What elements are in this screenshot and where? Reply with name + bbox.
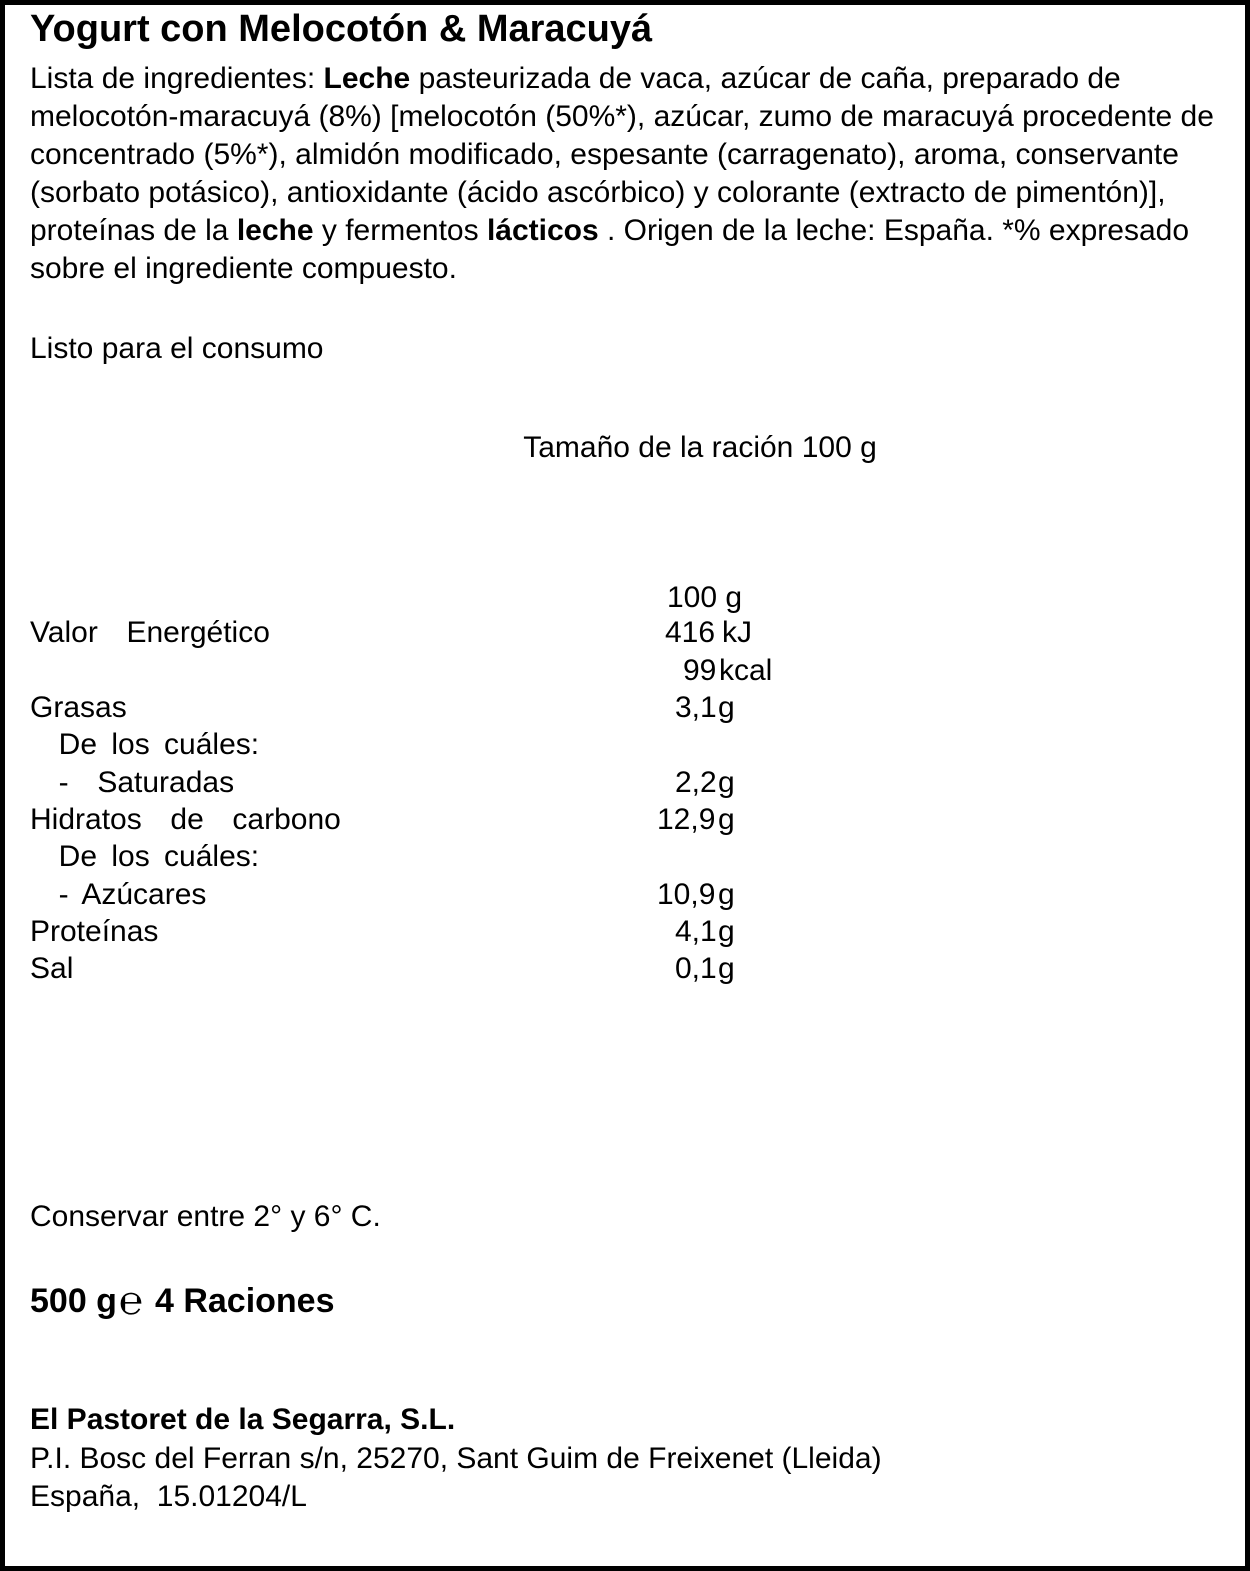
nutrition-column-header: 100 g — [667, 581, 743, 614]
ingredient-milk-bold: Leche — [323, 62, 411, 95]
nutrition-unit: g — [718, 915, 735, 948]
nutrition-unit: g — [718, 766, 735, 799]
nutrition-name: Proteínas — [30, 915, 159, 948]
nutrition-name: - Saturadas — [30, 766, 235, 799]
allergen-leche: leche — [236, 214, 314, 247]
ingredients-text-3: . Origen de la leche: España. *% expresado sobre el ingrediente compuesto. — [30, 214, 1190, 285]
net-weight: 500 g — [30, 1282, 117, 1320]
ingredients-prefix: Lista de ingredientes: — [30, 62, 324, 95]
nutrition-value: 2,2 — [675, 766, 717, 799]
serving-size: Tamaño de la ración 100 g — [523, 431, 877, 464]
ingredients-list — [30, 60, 1230, 288]
manufacturer-name: El Pastoret de la Segarra, S.L. — [30, 1403, 456, 1436]
nutrition-value: 10,9 — [657, 878, 716, 911]
nutrition-unit: g — [718, 691, 735, 724]
nutrition-unit: kcal — [719, 654, 773, 687]
nutrition-value: 3,1 — [675, 691, 717, 724]
servings-count: 4 Raciones — [154, 1282, 335, 1320]
nutrition-value: 12,9 — [657, 803, 716, 836]
ingredients-text-1: pasteurizada de vaca, azúcar de caña, preparado de melocotón-maracuyá (8%) [melocotón (50%*), azúcar, zumo de maracuyá procedente de concentrado (5%*), almidón modificado, espesante (carragenato), aroma, conservante (sorbato potásico), antioxidante (ácido ascórbico) y colorante (extracto de pimentón)], proteínas de la — [30, 62, 1214, 247]
nutrition-unit: g — [718, 952, 735, 985]
nutrition-value: 99 — [683, 654, 717, 687]
nutrition-name: - Azúcares — [30, 878, 207, 911]
storage-instructions: Conservar entre 2° y 6° C. — [30, 1200, 381, 1233]
nutrition-name: De los cuáles: — [30, 840, 260, 873]
nutrition-unit: g — [718, 878, 735, 911]
nutrition-name: Grasas — [30, 691, 127, 724]
nutrition-value: 0,1 — [675, 952, 717, 985]
nutrition-unit: kJ — [722, 616, 752, 649]
nutrition-value: 416 — [665, 616, 716, 649]
nutrition-name: De los cuáles: — [30, 728, 260, 761]
usage-note: Listo para el consumo — [30, 332, 324, 365]
nutrition-value: 4,1 — [675, 915, 717, 948]
nutrition-name: Sal — [30, 952, 74, 985]
manufacturer-registry: España, 15.01204/L — [30, 1480, 307, 1513]
ingredients-text-2: y fermentos — [313, 214, 487, 247]
nutrition-unit: g — [718, 803, 735, 836]
nutrition-name: Valor Energético — [30, 616, 270, 649]
net-quantity — [30, 1280, 335, 1322]
nutrition-name: Hidratos de carbono — [30, 803, 341, 836]
allergen-lacticos: lácticos — [486, 214, 599, 247]
product-title: Yogurt con Melocotón & Maracuyá — [30, 8, 653, 50]
estimated-sign-icon: ℮ — [118, 1278, 143, 1324]
manufacturer-address: P.I. Bosc del Ferran s/n, 25270, Sant Guim de Freixenet (Lleida) — [30, 1442, 882, 1475]
